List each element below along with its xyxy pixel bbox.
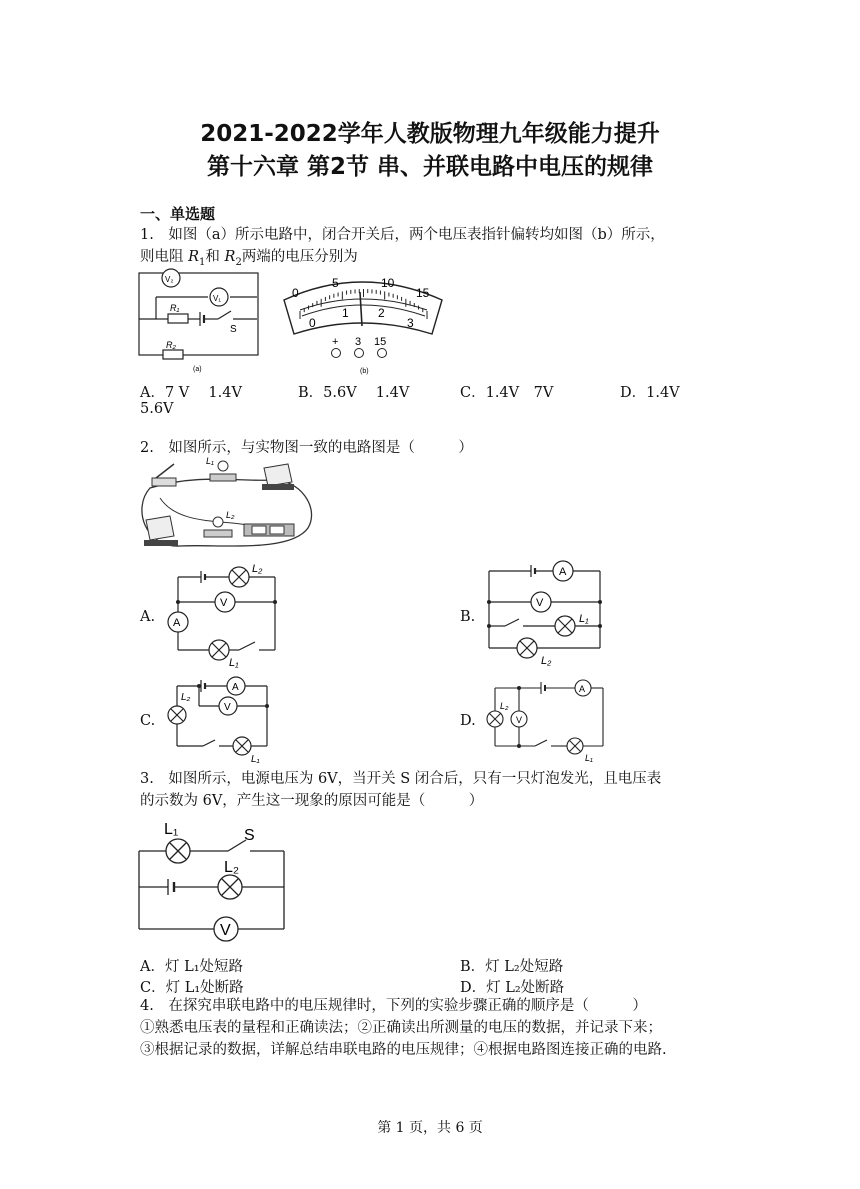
q2-setup-l1-label: L₁ xyxy=(206,456,214,466)
q1-dial-bottom-1: 1 xyxy=(342,306,349,320)
title-line-1: 2021-2022学年人教版物理九年级能力提升 xyxy=(200,121,660,147)
q2-c-l1-label: L₁ xyxy=(251,754,260,765)
q1-fig-b-caption: (b) xyxy=(360,368,369,375)
q1-text-line-2: 则电阻 $R_1$和 $R_2$两端的电压分别为 xyxy=(140,249,358,268)
q2-a-l1-label: L₁ xyxy=(229,657,239,669)
page-footer: 第 1 页，共 6 页 xyxy=(377,1120,483,1136)
q1-option-a[interactable]: A．7 V 1.4V xyxy=(140,385,242,401)
q2-option-d-label[interactable]: D. xyxy=(460,713,476,729)
q2-physical-setup-figure xyxy=(140,458,315,558)
q2-c-ammeter-label: A xyxy=(232,682,239,693)
q2-option-b-circuit[interactable] xyxy=(485,558,610,668)
q2-option-c-circuit[interactable] xyxy=(163,670,288,765)
q3-option-c[interactable]: C．灯 L₁处断路 xyxy=(140,980,244,996)
q2-a-ammeter-label: A xyxy=(173,617,181,629)
q1-option-c[interactable]: C．1.4V 7V xyxy=(460,385,554,401)
q2-d-l2-label: L₂ xyxy=(500,701,509,711)
q1-dial-top-15: 15 xyxy=(416,286,430,300)
q2-c-l2-label: L₂ xyxy=(181,692,191,703)
q3-voltmeter-label: V xyxy=(220,922,231,939)
q1-terminal-15: 15 xyxy=(374,336,387,348)
q1-dial-top-5: 5 xyxy=(332,276,339,290)
q1-option-d[interactable]: D．1.4V xyxy=(620,385,680,401)
q1-fig-a-s-label: S xyxy=(230,324,237,335)
q1-dial-bottom-0: 0 xyxy=(309,316,316,330)
q3-l2-label: L₂ xyxy=(224,859,240,876)
q3-option-b[interactable]: B．灯 L₂处短路 xyxy=(460,959,564,975)
q2-b-ammeter-label: A xyxy=(559,566,567,578)
q3-s-label: S xyxy=(244,827,255,844)
q1-option-d-continued: 5.6V xyxy=(140,401,174,417)
q3-l1-label: L₁ xyxy=(164,821,179,838)
q1-fig-a-r1-label: R₁ xyxy=(170,303,180,313)
q1-dial-top-0: 0 xyxy=(292,286,299,300)
q2-a-l2-label: L₂ xyxy=(252,563,263,575)
q2-b-voltmeter-label: V xyxy=(536,597,544,609)
q1-option-b[interactable]: B．5.6V 1.4V xyxy=(298,385,410,401)
q1-dial-top-10: 10 xyxy=(381,276,395,290)
section-heading: 一、单选题 xyxy=(140,205,216,223)
title-line-2: 第十六章 第2节 串、并联电路中电压的规律 xyxy=(206,154,654,180)
q2-b-l1-label: L₁ xyxy=(579,613,589,625)
q1-figure-a-circuit xyxy=(138,270,263,375)
q1-fig-a-r2-label: R₂ xyxy=(166,340,176,350)
q2-d-ammeter-label: A xyxy=(579,684,586,694)
q4-text-line-2: ①熟悉电压表的量程和正确读法；②正确读出所测量的电压的数据，并记录下来； xyxy=(140,1020,662,1036)
q2-option-c-label[interactable]: C. xyxy=(140,713,156,729)
q2-b-l2-label: L₂ xyxy=(541,655,552,667)
q2-d-l1-label: L₁ xyxy=(585,753,593,763)
q1-figure-b-dial xyxy=(282,270,447,376)
q2-setup-l2-label: L₂ xyxy=(226,510,235,520)
q1-fig-a-v2-label: V₂ xyxy=(165,275,174,284)
q3-option-a[interactable]: A．灯 L₁处短路 xyxy=(140,959,244,975)
q2-option-d-circuit[interactable] xyxy=(483,673,608,765)
q1-terminal-plus: + xyxy=(332,336,339,348)
q4-text-line-1: 4. 在探究串联电路中的电压规律时，下列的实验步骤正确的顺序是（ ） xyxy=(140,998,647,1014)
q2-option-b-label[interactable]: B. xyxy=(460,609,476,625)
q2-c-voltmeter-label: V xyxy=(224,702,231,713)
q1-dial-bottom-3: 3 xyxy=(407,316,414,330)
q1-terminal-3: 3 xyxy=(355,336,362,348)
q1-dial-bottom-2: 2 xyxy=(378,306,385,320)
q1-text-line-1: 1. 如图（a）所示电路中，闭合开关后，两个电压表指针偏转均如图（b）所示， xyxy=(140,227,665,243)
q2-option-a-label[interactable]: A. xyxy=(140,609,156,625)
q3-text-line-2: 的示数为 6V，产生这一现象的原因可能是（ ） xyxy=(140,793,484,809)
q3-option-d[interactable]: D．灯 L₂处断路 xyxy=(460,980,565,996)
q4-text-line-3: ③根据记录的数据，详解总结串联电路的电压规律；④根据电路图连接正确的电路. xyxy=(140,1042,667,1058)
q2-a-voltmeter-label: V xyxy=(220,597,228,609)
q2-option-a-circuit[interactable] xyxy=(163,560,288,670)
q1-fig-a-v1-label: V₁ xyxy=(213,294,222,303)
q3-text-line-1: 3. 如图所示，电源电压为 6V，当开关 S 闭合后，只有一只灯泡发光，且电压表 xyxy=(140,771,662,787)
q3-circuit-figure xyxy=(138,818,288,946)
q2-text-line-1: 2. 如图所示，与实物图一致的电路图是（ ） xyxy=(140,440,473,456)
q2-d-voltmeter-label: V xyxy=(516,715,523,725)
q1-fig-a-caption: (a) xyxy=(193,366,202,373)
